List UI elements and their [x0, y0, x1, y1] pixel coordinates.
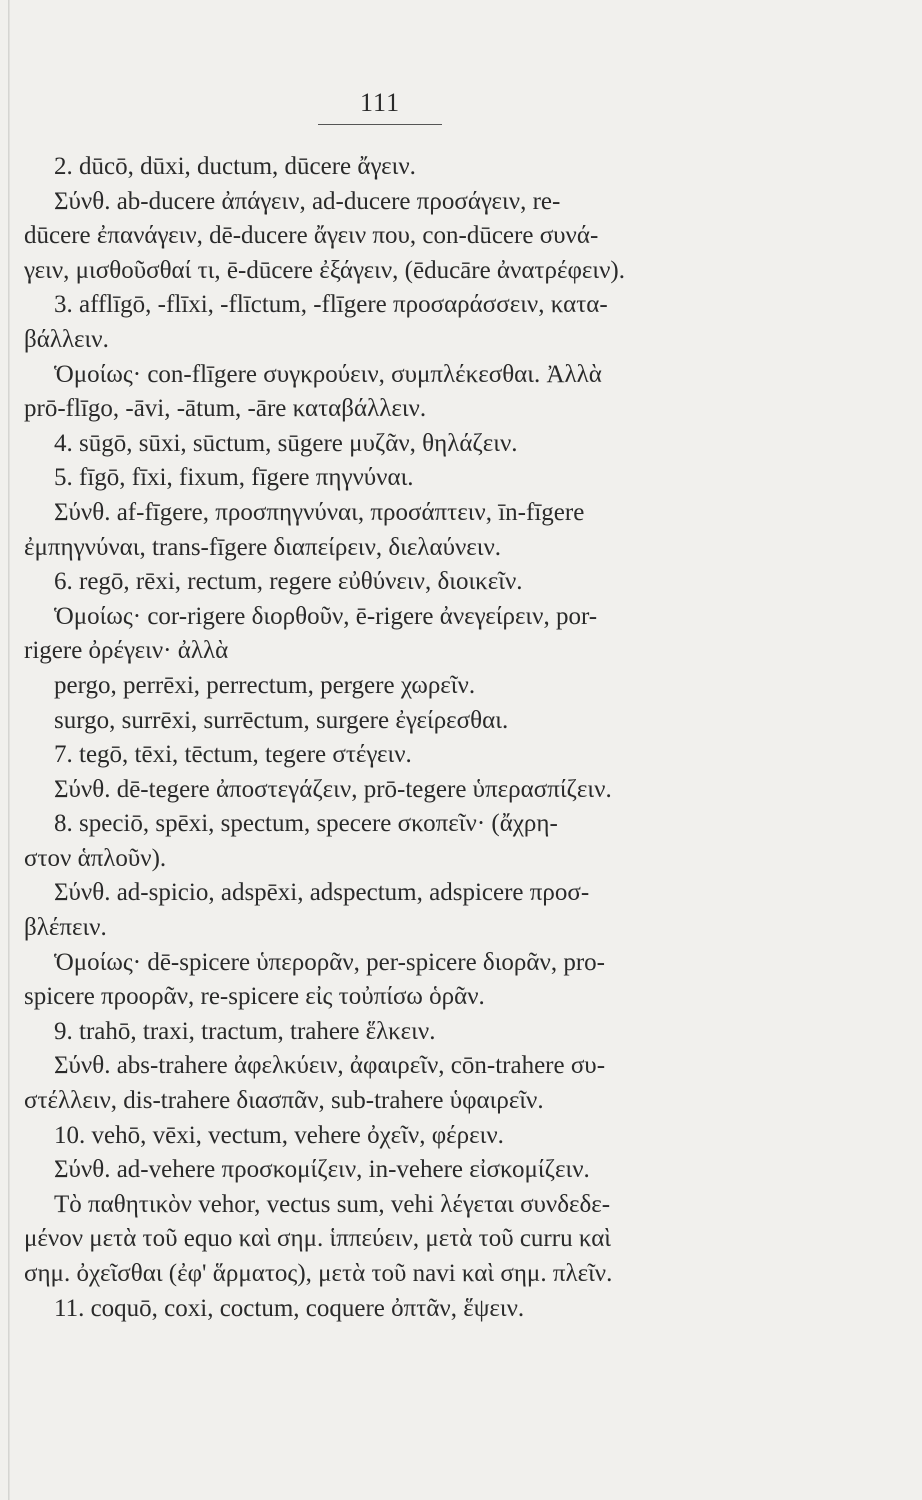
text-line: 6. regō, rēxi, rectum, regere εὐθύνειν, διοικεῖν.: [54, 568, 523, 596]
text-line: surgo, surrēxi, surrēctum, surgere ἐγείρεσθαι.: [54, 706, 509, 734]
text-line: Σύνθ. ad-spicio, adspēxi, adspectum, adspicere προσ-: [54, 879, 590, 907]
text-line: βάλλειν.: [24, 325, 109, 353]
text-line: 2. dūcō, dūxi, ductum, dūcere ἄγειν.: [54, 153, 416, 180]
text-line: σημ. ὀχεῖσθαι (ἐφ' ἅρματος), μετὰ τοῦ navi καὶ σημ. πλεῖν.: [24, 1260, 613, 1287]
text-line: Σύνθ. ab-ducere ἀπάγειν, ad-ducere προσάγειν, re-: [54, 187, 561, 215]
text-line: μένον μετὰ τοῦ equo καὶ σημ. ἱππεύειν, μετὰ τοῦ curru καὶ: [24, 1225, 612, 1253]
text-body: [24, 150, 744, 1326]
text-line: Ὁμοίως· dē-spicere ὑπερορᾶν, per-spicere διορᾶν, pro-: [54, 948, 605, 976]
text-line: Σύνθ. abs-trahere ἀφελκύειν, ἀφαιρεῖν, cōn-trahere συ-: [54, 1052, 606, 1080]
text-line: στον ἁπλοῦν).: [24, 844, 167, 872]
text-line: 9. trahō, traxi, tractum, trahere ἕλκειν.: [54, 1017, 436, 1045]
text-line: ἐμπηγνύναι, trans-fīgere διαπείρειν, διελαύνειν.: [24, 533, 502, 561]
text-line: rigere ὀρέγειν· ἀλλὰ: [24, 637, 229, 665]
text-line: 3. afflīgō, -flīxi, -flīctum, -flīgere προσαράσσειν, κατα-: [54, 291, 608, 319]
text-line: Σύνθ. af-fīgere, προσπηγνύναι, προσάπτειν, īn-fīgere: [54, 498, 585, 526]
page-number-rule: [318, 124, 442, 125]
text-line: 11. coquō, coxi, coctum, coquere ὀπτᾶν, ἕψειν.: [54, 1294, 525, 1322]
text-line: Τὸ παθητικὸν vehor, vectus sum, vehi λέγεται συνδεδε-: [54, 1190, 611, 1218]
text-line: Σύνθ. dē-tegere ἀποστεγάζειν, prō-tegere ὑπερασπίζειν.: [54, 775, 612, 803]
text-line: γειν, μισθοῦσθαί τι, ē-dūcere ἐξάγειν, (ēducāre ἀνατρέφειν).: [24, 256, 625, 284]
text-line: prō-flīgo, -āvi, -ātum, -āre καταβάλλειν.: [24, 395, 427, 423]
text-line: βλέπειν.: [24, 914, 107, 942]
text-line: 7. tegō, tēxi, tēctum, tegere στέγειν.: [54, 741, 412, 769]
page-number: 111: [360, 88, 401, 117]
text-line: 10. vehō, vēxi, vectum, vehere ὀχεῖν, φέρειν.: [54, 1121, 504, 1149]
text-line: Ὁμοίως· con-flīgere συγκρούειν, συμπλέκεσθαι. Ἀλλὰ: [54, 360, 602, 388]
text-line: Σύνθ. ad-vehere προσκομίζειν, in-vehere εἰσκομίζειν.: [54, 1156, 590, 1184]
text-line: Ὁμοίως· cor-rigere διορθοῦν, ē-rigere ἀνεγείρειν, por-: [54, 602, 598, 630]
page-fold-line: [8, 0, 10, 1500]
text-line: στέλλειν, dis-trahere διασπᾶν, sub-trahere ὑφαιρεῖν.: [24, 1087, 544, 1115]
text-line: 4. sūgō, sūxi, sūctum, sūgere μυζᾶν, θηλάζειν.: [54, 429, 518, 457]
text-line: dūcere ἐπανάγειν, dē-ducere ἄγειν που, con-dūcere συνά-: [24, 222, 599, 250]
text-line: 5. fīgō, fīxi, fixum, fīgere πηγνύναι.: [54, 464, 414, 492]
text-line: 8. speciō, spēxi, spectum, specere σκοπεῖν· (ἄχρη-: [54, 810, 558, 838]
text-line: spicere προορᾶν, re-spicere εἰς τοὐπίσω ὁρᾶν.: [24, 983, 485, 1011]
text-line: pergo, perrēxi, perrectum, pergere χωρεῖν.: [54, 671, 476, 699]
